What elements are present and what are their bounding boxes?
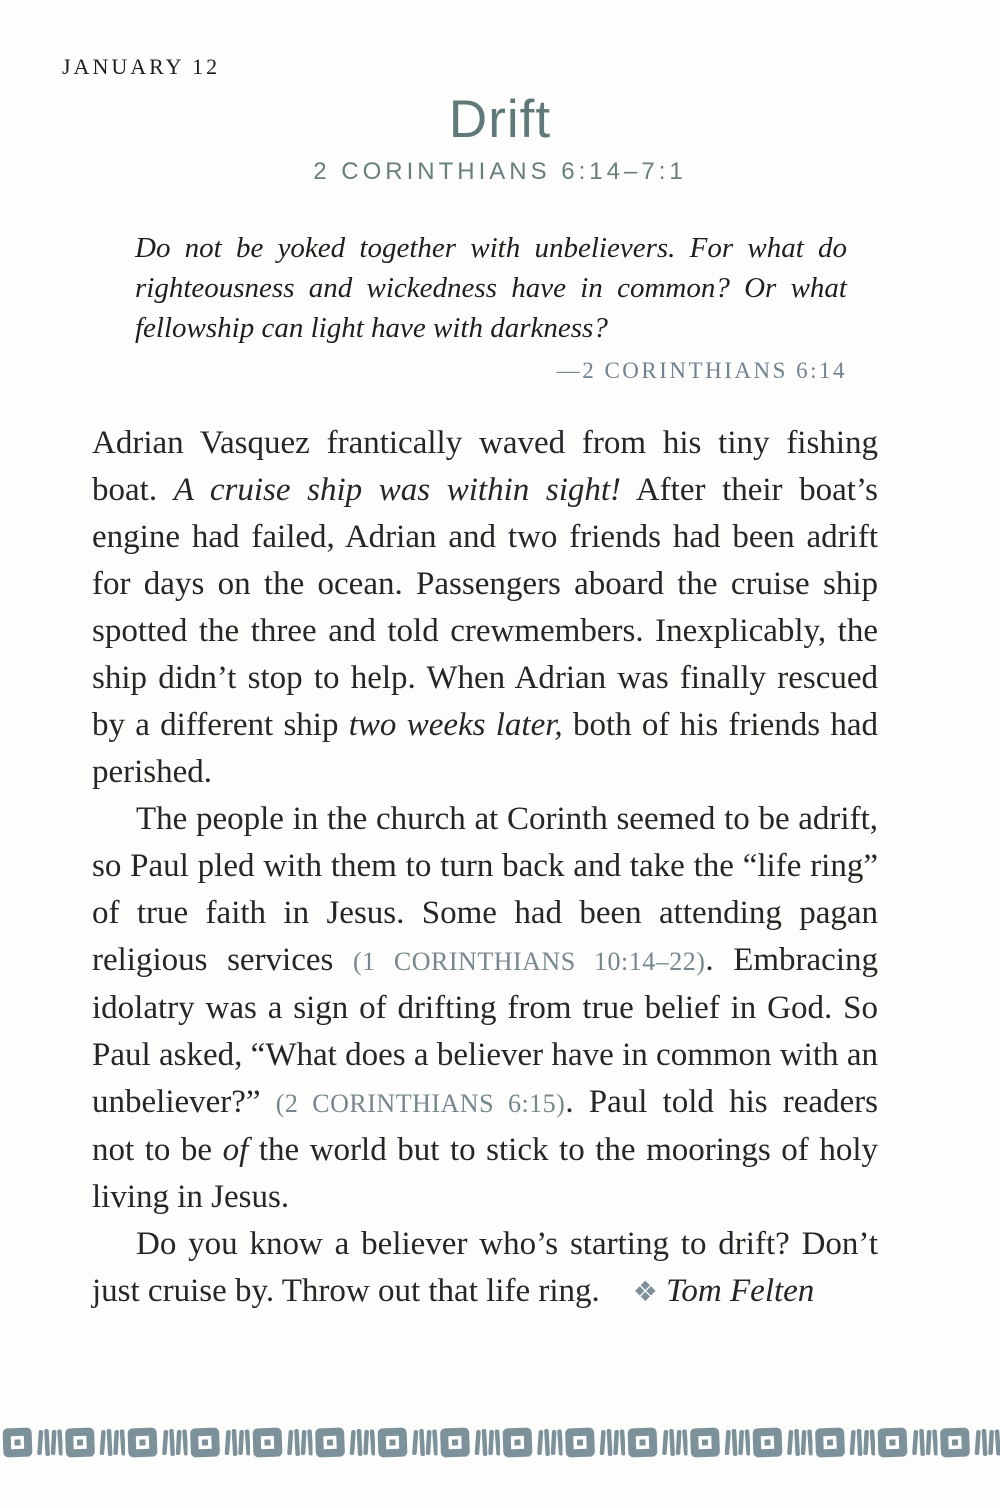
emphasis-text: A cruise ship was within sight! [173, 472, 622, 508]
body-text-segment: After their boat’s engine had failed, Adrian and two friends had been adrift for days on the ocean. Passengers aboard the cruise ship spotted the three and told crewmembers. Inexplicably, the ship didn’t stop to help. When Adrian was finally rescued by a different ship [92, 472, 878, 743]
scripture-epigraph [135, 228, 847, 384]
body-text-segment: Adrian Vasquez frantically waved from his tiny fishing boat. [92, 425, 878, 508]
quote-attribution: —2 CORINTHIANS 6:14 [556, 358, 847, 384]
body-paragraph [92, 1221, 878, 1315]
body-text-segment: . Embracing idolatry was a sign of drifting from true belief in God. So Paul asked, “What does a believer have in common with an unbeliever?” [92, 942, 878, 1120]
body-text-segment: Do you know a believer who’s starting to drift? Don’t just cruise by. Throw out that life ring. [92, 1226, 878, 1309]
author-name: Tom Felten [666, 1273, 815, 1309]
diamond-mark-icon: ❖ [632, 1275, 658, 1308]
body-text-segment: the world but to stick to the moorings of holy living in Jesus. [92, 1132, 879, 1215]
body-text-segment [658, 1273, 666, 1309]
devotional-body [92, 420, 878, 1315]
body-paragraph [92, 420, 878, 796]
body-text-segment: both of his friends had perished. [92, 707, 878, 790]
scripture-reference: (1 CORINTHIANS 10:14–22) [352, 947, 706, 976]
decorative-border [0, 1422, 1000, 1464]
scripture-reference: (2 CORINTHIANS 6:15) [275, 1089, 566, 1118]
title-block [0, 92, 1000, 186]
body-paragraph [92, 796, 878, 1221]
border-pattern-icon [0, 1422, 1000, 1464]
body-text-segment: The people in the church at Corinth seemed to be adrift, so Paul pled with them to turn back and take the “life ring” of true faith in Jesus. Some had been attending pagan religious services [92, 801, 878, 978]
page-title: Drift [448, 90, 552, 149]
emphasis-text: two weeks later, [348, 707, 563, 743]
emphasis-text: of [222, 1132, 249, 1168]
date-label: JANUARY 12 [62, 54, 221, 79]
scripture-quote: Do not be yoked together with unbelievers. For what do righteousness and wickedness have in common? Or what fellowship can light have with darkness? [135, 232, 847, 345]
passage-reference: 2 CORINTHIANS 6:14–7:1 [313, 157, 687, 185]
body-text-segment: . Paul told his readers not to be [92, 1084, 879, 1168]
